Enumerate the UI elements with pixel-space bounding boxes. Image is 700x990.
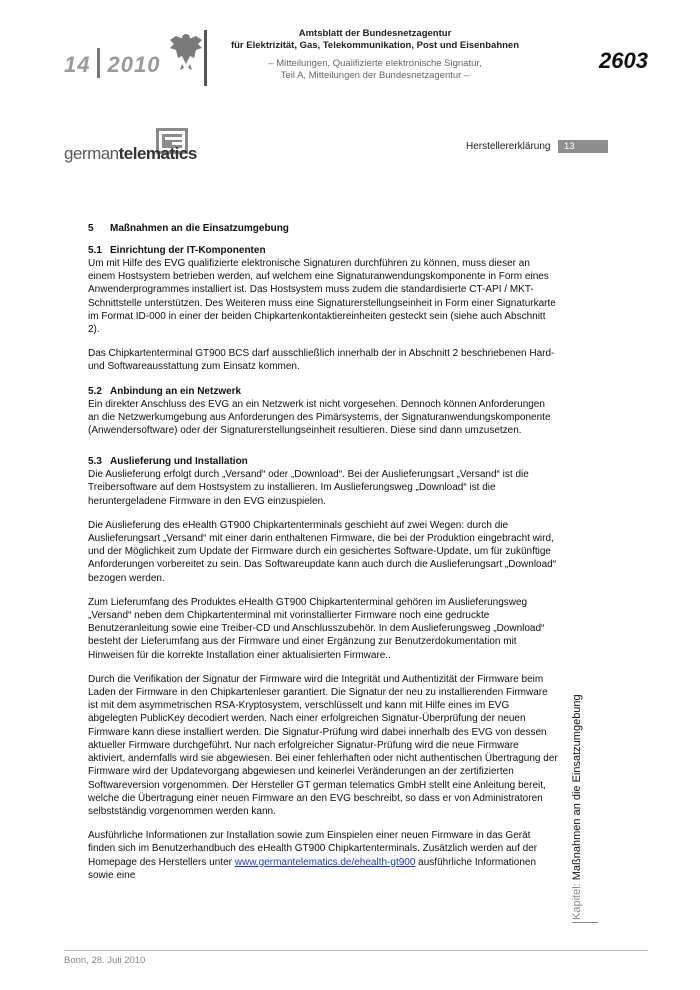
footer-divider [64, 950, 648, 951]
gazette-subtitle: – Mitteilungen, Qualifizierte elektronische Signatur, Teil A, Mitteilungen der Bundesnetzagentur – [268, 58, 482, 81]
document-label: Herstellererklärung [466, 141, 551, 152]
paragraph: Das Chipkartenterminal GT900 BCS darf ausschließlich innerhalb der in Abschnitt 2 beschriebenen Hard- und Softwareausstattung zum Einsatz kommen. [88, 348, 555, 373]
issue-number: 14 2010 [64, 48, 160, 78]
paragraph: Zum Lieferumfang des Produktes eHealth GT900 Chipkartenterminal gehören im Auslieferungsweg „Versand“ neben dem Chipkartenterminal mit vorinstallierter Firmware noch eine gedruckte Benutzeranleitung sowie eine Treiber-CD und Anschlusszubehör. In dem Auslieferungsweg „Download“ besteht der Lieferumfang aus der Firmware und einer Ergänzung zur Benutzerdokumentation mit Hinweisen für die korrekte Installation einer aktualisierten Firmware.. [88, 596, 545, 661]
issue-divider [97, 48, 100, 78]
paragraph: Die Auslieferung erfolgt durch „Versand“ oder „Download“. Bei der Auslieferungsart „Versand“ ist die Treibersoftware auf dem Hostsystem zu installieren. Im Auslieferungsweg „Download“ ist die heruntergeladene Firmware in den EVG einzuspielen. [88, 469, 529, 507]
subsection-heading: 5.2 Anbindung an ein Netzwerk [88, 385, 242, 397]
manufacturer-link[interactable]: www.germantelematics.de/ehealth-gt900 [234, 856, 416, 868]
paragraph: Um mit Hilfe des EVG qualifizierte elektronische Signaturen durchführen zu können, muss dieser an einem Hostsystem betrieben werden, auf welchem eine Signaturanwendungskomponente in Form eines Anwenderprogrammes installiert ist. Das Hostsystem muss zudem die standardisierte CT-API / MKT-Schnittstelle unterstützen. Des Weiteren muss eine Signaturerstellungseinheit in Form einer Signaturkarte im Format ID-000 in einer der beiden Chipkartenkontaktiereinheiten gesteckt sein (siehe auch Abschnitt 2). [88, 258, 556, 336]
paragraph: Durch die Verifikation der Signatur der Firmware wird die Integrität und Authentizität der Firmware beim Laden der Firmware in den Chipkartenleser garantiert. Die Signatur der neu zu installierenden Firmware ist mit dem asymmetrischen RSA-Kryptosystem, verschlüsselt und kann mit Hilfe eines im EVG abgelegten PublicKey decodiert werden. Nach einer erfolgreichen Signatur-Überprüfung der neuen Firmware kann diese installiert werden. Die Signatur-Prüfung wird dabei innerhalb des EVG von dessen aktueller Firmware durchgeführt. Nur nach erfolgreicher Signatur-Prüfung wird die neue Firmware aktiviert, andernfalls wird sie abgewiesen. Bei einer fehlerhaften oder nicht authentischen Übertragung der Firmware wird der Updatevorgang abgewiesen und keinerlei Veränderungen an der zertifizierten Softwareversion vorgenommen. Der Hersteller GT german telematics GmbH stellt eine Anleitung bereit, welche die Übertragung einer neuen Firmware an den EVG beschreibt, so dass er von Administratoren selbstständig vorgenommen werden kann. [88, 673, 558, 817]
gazette-title: Amtsblatt der Bundesnetzagentur für Elektrizität, Gas, Telekommunikation, Post und Eisenbahnen [230, 28, 520, 51]
document-body [88, 222, 558, 893]
paragraph: Die Auslieferung des eHealth GT900 Chipkartenterminals geschieht auf zwei Wegen: durch die Auslieferungsart „Versand“ mit einer darin enthaltenen Firmware, die bei der Produktion eingebracht wird, und der Möglichkeit zum Update der Firmware durch ein gesichertes Software-Update, um für zukünftige Anforderungen vorbereitet zu sein. Das Softwareupdate kann auch durch die Auslieferungsart „Download“ bezogen werden. [88, 519, 557, 584]
footer-date: Bonn, 28. Juli 2010 [64, 955, 146, 966]
paragraph: Ein direkter Anschluss des EVG an ein Netzwerk ist nicht vorgesehen. Dennoch können Anforderungen an die Netzwerkumgebung aus Anforderungen des Pimärsystems, der Signaturanwendungskomponente (Anwendersoftware) oder der Signaturerstellungseinheit resultieren. Diese sind dann umzusetzen. [88, 398, 551, 437]
paragraph: Ausführliche Informationen zur Installation sowie zum Einspielen einer neuen Firmware in das Gerät finden sich im Benutzerhandbuch des eHealth GT900 Chipkartenterminals. Zusätzlich werden auf der Homepage des Herstellers unter www.germantelematics.de/ehealth-gt900 ausführliche Informationen sowie eine [88, 830, 538, 881]
section-heading: 5 Maßnahmen an die Einsatzumgebung [88, 223, 289, 234]
page-number: 2603 [599, 48, 648, 73]
subsection-heading: 5.1 Einrichtung der IT-Komponenten [88, 245, 266, 256]
subsection-heading: 5.3 Auslieferung und Installation [88, 456, 248, 468]
company-logo: germantelematics [64, 144, 197, 163]
chapter-side-tab [566, 694, 588, 920]
document-page-badge: 13 [558, 140, 608, 153]
chapter-title: Maßnahmen an die Einsatzumgebung [571, 694, 583, 881]
header-divider [204, 30, 207, 86]
federal-eagle-icon [168, 30, 204, 70]
chapter-label: Kapitel: [571, 883, 583, 920]
side-tab-rule [572, 922, 598, 923]
